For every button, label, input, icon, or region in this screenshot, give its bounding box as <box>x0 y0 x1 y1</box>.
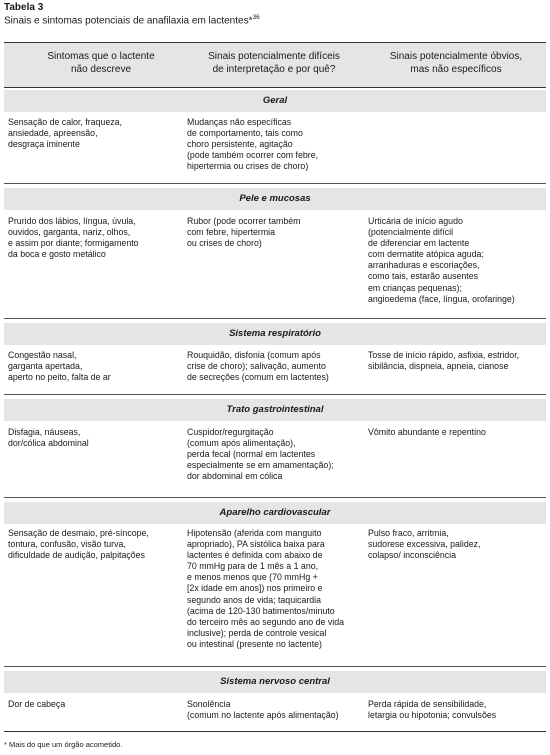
cell-respiratorio-col-3: Tosse de início rápido, asfixia, estridor, sibilância, dispneia, apneia, cianose <box>368 350 520 372</box>
section-divider <box>4 497 546 498</box>
cell-gastro-col-1: Disfagia, náuseas, dor/cólica abdominal <box>8 427 89 449</box>
table-label: Tabela 3 <box>4 2 44 13</box>
table-title-text: Sinais e sintomas potenciais de anafilaxia em lactentes* <box>4 15 253 27</box>
cell-cardio-col-1: Sensação de desmaio, pré-síncope, tontura, confusão, visão turva, dificuldade de audição, palpitações <box>8 528 149 561</box>
cell-gastro-col-3: Vômito abundante e repentino <box>368 427 486 437</box>
cell-geral-col-1: Sensação de calor, fraqueza, ansiedade, apreensão, desgraça iminente <box>8 117 122 150</box>
header-col-2: Sinais potencialmente difíceis de interpretação e por quê? <box>208 51 340 75</box>
section-heading-pele: Pele e mucosas <box>4 188 546 210</box>
section-divider <box>4 318 546 319</box>
cell-gastro-col-2: Cuspidor/regurgitação (comum após alimentação), perda fecal (normal em lactentes especialmente se em amamentação); dor abdominal em cólica <box>187 427 334 482</box>
cell-pele-col-2: Rubor (pode ocorrer também com febre, hipertermia ou crises de choro) <box>187 216 301 249</box>
table-bottom-rule <box>4 731 546 732</box>
section-divider <box>4 666 546 667</box>
cell-cardio-col-3: Pulso fraco, arritmia, sudorese excessiva, palidez, colapso/ inconsciência <box>368 528 481 561</box>
cell-cardio-col-2: Hipotensão (aferida com manguito apropriado), PA sistólica baixa para lactentes é definida com abaixo de 70 mmHg para de 1 mês a 1 ano, e menos menos que (70 mmHg + [2x idade em anos]) nos primeiro e segundo anos de vida; taquicardia (acima de 120-130 batimentos/minuto do terceiro mês ao segundo ano de vida inclusive); perda de controle vesical ou intestinal (presente no lactente) <box>187 528 344 649</box>
cell-nervoso-col-1: Dor de cabeça <box>8 699 66 709</box>
section-heading-nervoso: Sistema nervoso central <box>4 671 546 693</box>
cell-nervoso-col-2: Sonolência (comum no lactente após alimentação) <box>187 699 339 721</box>
header-col-1: Sintomas que o lactente não descreve <box>47 51 155 75</box>
section-heading-cardiovascular: Aparelho cardiovascular <box>4 502 546 524</box>
section-heading-respiratorio: Sistema respiratório <box>4 323 546 345</box>
table-title-ref: 36 <box>252 14 260 21</box>
table-title <box>4 14 260 26</box>
cell-pele-col-1: Prurido dos lábios, língua, úvula, ouvidos, garganta, nariz, olhos, e assim por diante; formigamento da boca e gosto metálico <box>8 216 139 260</box>
cell-respiratorio-col-1: Congestão nasal, garganta apertada, aperto no peito, falta de ar <box>8 350 111 383</box>
cell-respiratorio-col-2: Rouquidão, disfonia (comum após crise de choro); salivação, aumento de secreções (comum em lactentes) <box>187 350 329 383</box>
table-header <box>4 42 546 88</box>
table-footnote: * Mais do que um órgão acometido. <box>4 740 123 749</box>
cell-nervoso-col-3: Perda rápida de sensibilidade, letargia ou hipotonia; convulsões <box>368 699 497 721</box>
section-heading-gastrointestinal: Trato gastrointestinal <box>4 399 546 421</box>
cell-geral-col-2: Mudanças não específicas de comportamento, tais como choro persistente, agitação (pode também ocorrer com febre, hipertermia ou crises de choro) <box>187 117 319 172</box>
cell-pele-col-3: Urticária de início agudo (potencialmente difícil de diferenciar em lactente com dermatite atópica aguda; arranhaduras e escoriações, como tais, estarão ausentes em crianças pequenas); angioedema (face, língua, orofaringe) <box>368 216 515 304</box>
section-divider <box>4 394 546 395</box>
section-heading-geral: Geral <box>4 90 546 112</box>
header-col-3: Sinais potencialmente óbvios, mas não específicos <box>389 51 523 75</box>
section-divider <box>4 183 546 184</box>
